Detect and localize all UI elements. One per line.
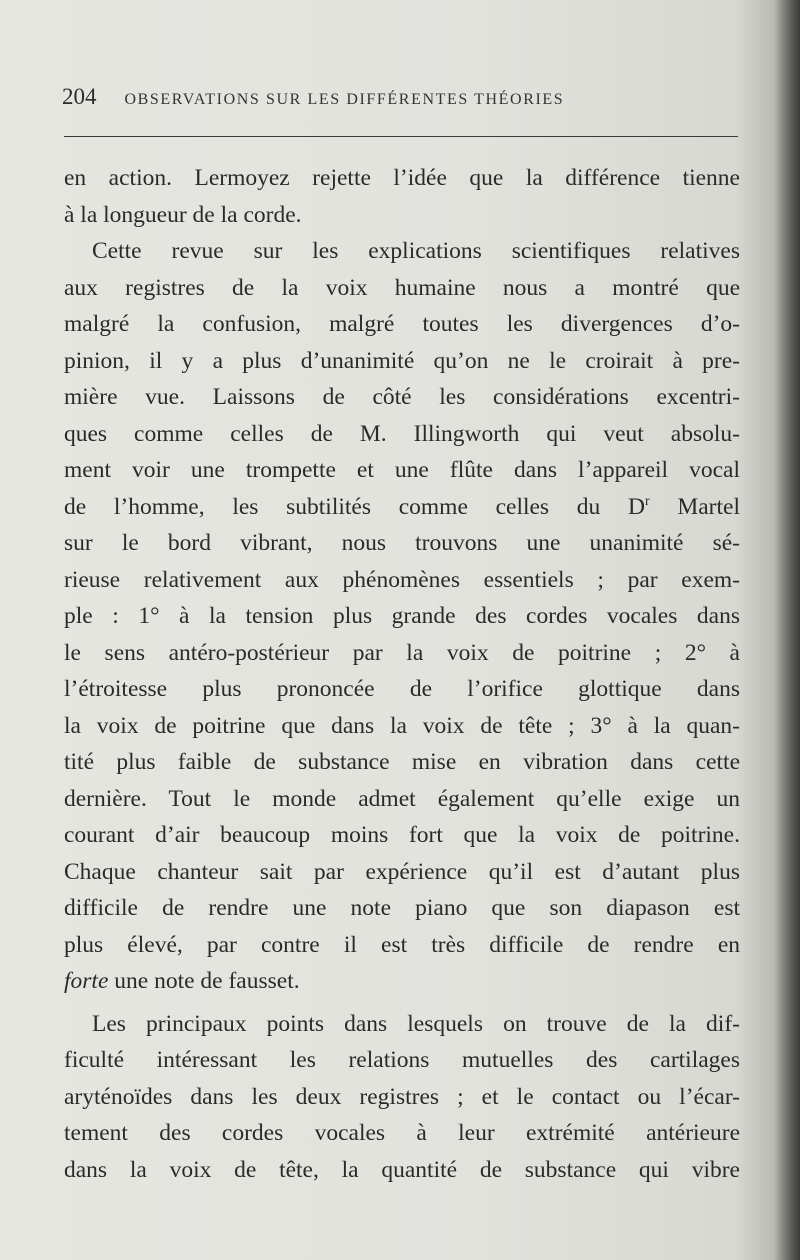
text-line: mière vue. Laissons de côté les considérations excentri- (64, 384, 740, 410)
text-line: le sens antéro-postérieur par la voix de poitrine ; 2° à (64, 639, 740, 666)
header-rule (64, 136, 738, 137)
text-line: dernière. Tout le monde admet également qu’elle exige un (64, 785, 740, 812)
text-line: ficulté intéressant les relations mutuelles des cartilages (64, 1047, 740, 1073)
text-line: ques comme celles de M. Illingworth qui veut absolu- (64, 420, 740, 447)
text-line: à la longueur de la corde. (64, 201, 302, 228)
text-line (64, 489, 740, 526)
text-line: malgré la confusion, malgré toutes les divergences d’o- (64, 311, 740, 337)
text-line: pinion, il y a plus d’unanimité qu’on ne le croirait à pre- (64, 347, 740, 374)
text-line: plus élevé, par contre il est très difficile de rendre en (64, 931, 740, 958)
text-line: en action. Lermoyez rejette l’idée que la différence tienne (64, 165, 740, 191)
text-line: Chaque chanteur sait par expérience qu’il est d’autant plus (64, 858, 740, 885)
text-line: sur le bord vibrant, nous trouvons une unanimité sé- (64, 530, 740, 556)
body-text (64, 160, 740, 1188)
text-line: aryténoïdes dans les deux registres ; et le contact ou l’écar- (64, 1083, 740, 1110)
text-line: ment voir une trompette et une flûte dans l’appareil vocal (64, 457, 740, 483)
text-line: courant d’air beaucoup moins fort que la voix de poitrine. (64, 822, 740, 848)
text-line: dans la voix de tête, la quantité de substance qui vibre (64, 1156, 740, 1183)
text-fragment: une note de fausset. (114, 968, 300, 994)
text-line: la voix de poitrine que dans la voix de tête ; 3° à la quan- (64, 712, 740, 739)
text-line: tement des cordes vocales à leur extrémité antérieure (64, 1120, 740, 1146)
text-fragment: Martel (649, 493, 740, 520)
text-line: l’étroitesse plus prononcée de l’orifice glottique dans (64, 676, 740, 702)
text-line: tité plus faible de substance mise en vibration dans cette (64, 749, 740, 775)
page-number: 204 (62, 84, 97, 109)
page-header (62, 84, 738, 118)
text-line: Cette revue sur les explications scientifiques relatives (92, 238, 740, 264)
page-edge-shadow (774, 0, 800, 1260)
text-line: difficile de rendre une note piano que son diapason est (64, 895, 740, 921)
text-fragment: de l’homme, les subtilités comme celles du D (64, 493, 645, 520)
text-line: aux registres de la voix humaine nous a montré que (64, 274, 740, 301)
text-line: Les principaux points dans lesquels on trouve de la dif- (92, 1010, 740, 1037)
superscript: r (644, 493, 650, 509)
text-line: ple : 1° à la tension plus grande des cordes vocales dans (64, 603, 740, 629)
running-head: OBSERVATIONS SUR LES DIFFÉRENTES THÉORIES (124, 91, 565, 108)
text-line (64, 963, 740, 1000)
italic-word: forte (64, 968, 109, 994)
text-line: rieuse relativement aux phénomènes essentiels ; par exem- (64, 566, 740, 593)
